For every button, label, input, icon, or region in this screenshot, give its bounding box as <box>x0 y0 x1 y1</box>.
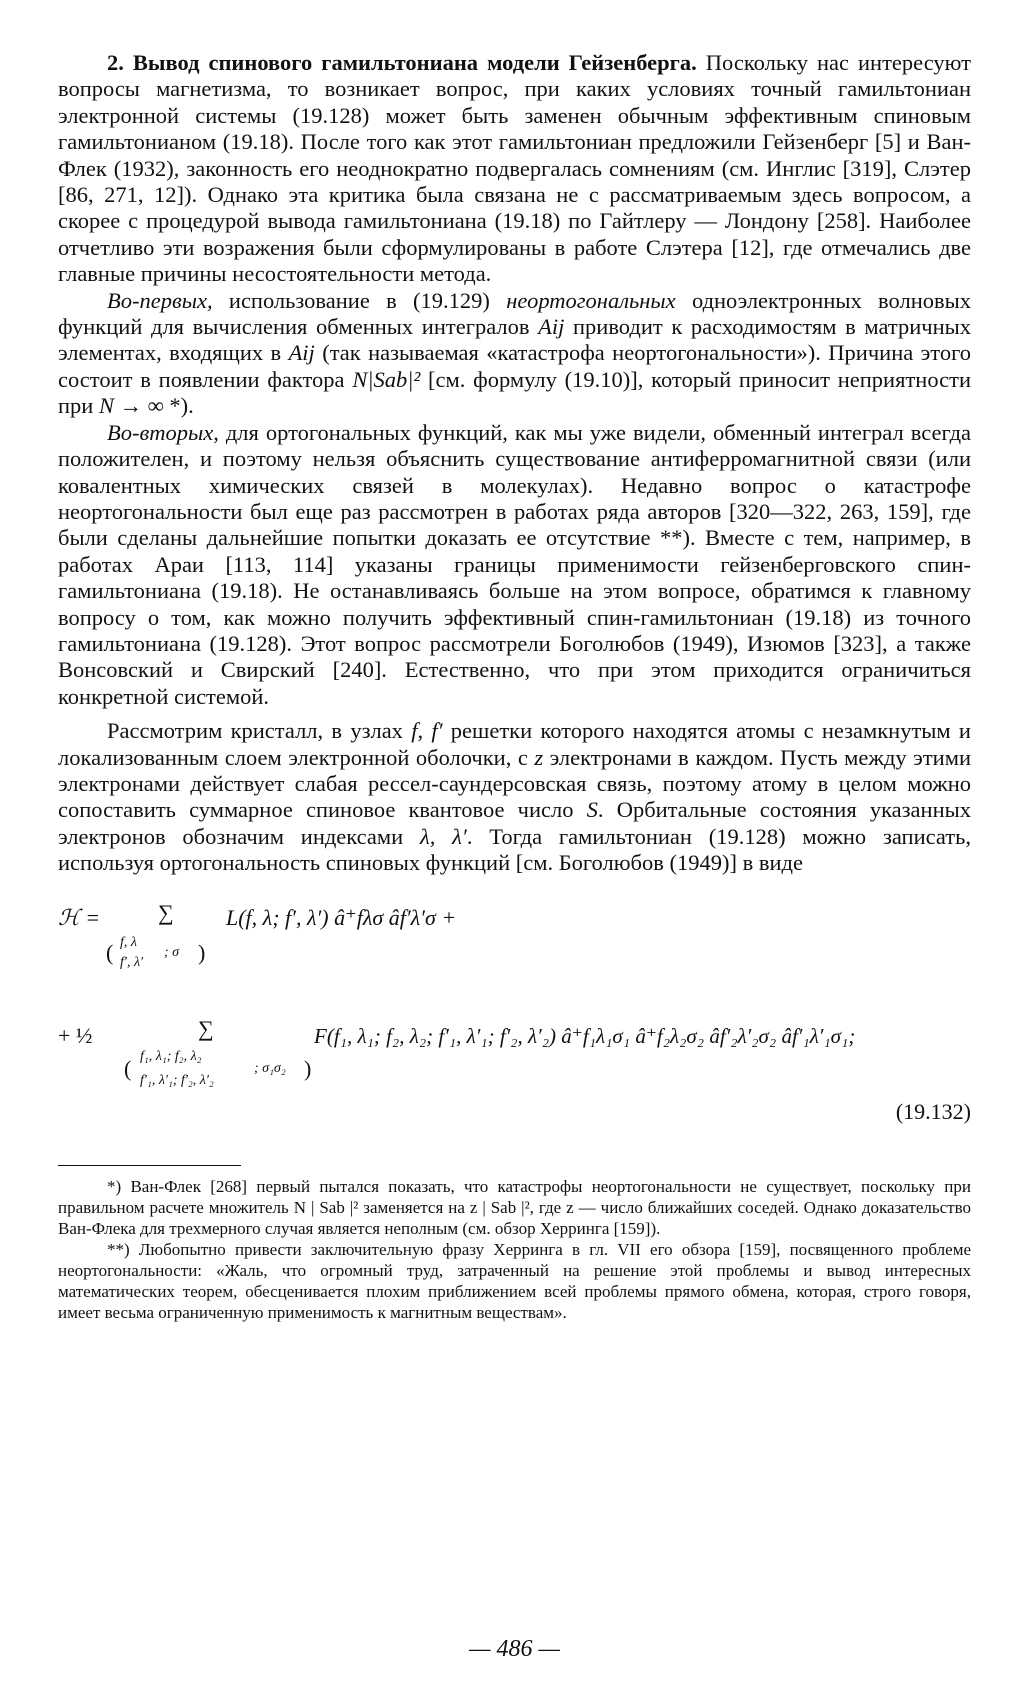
paragraph-4 <box>58 718 971 876</box>
paragraph-2-text: *). <box>163 393 194 419</box>
equation-19-132 <box>58 891 971 1123</box>
math-inline: λ, λ′ <box>420 823 467 849</box>
math-inline: N → ∞ <box>98 393 164 419</box>
paragraph-4-text: электронами в каждом. Пусть между этими электронами действует слабая рессел-саундерсовская связь, поэтому атому в целом можно сопоставить суммарное спиновое квантовое число <box>58 744 971 823</box>
footnote-1: *) Ван-Флек [268] первый пытался показать, что катастрофы неортогональности не существует, поскольку при правильном расчете множитель N | Sab |² заменяется на z | Sab |², где z — число ближайших соседей. Однако доказательство Ван-Флека для трехмерного случая является неполным (см. обзор Херринга [159]). <box>58 1176 971 1238</box>
paragraph-3 <box>58 420 971 710</box>
paragraph-4-text: . Тогда гамильтониан (19.128) можно записать, используя ортогональность спиновых функций [см. Боголюбов (1949)] в виде <box>58 823 971 876</box>
math-inline: Aij <box>288 340 315 366</box>
paragraph-1 <box>58 50 971 288</box>
sum-index-top: f, λ <box>120 934 137 950</box>
sum-index-side: ; σ₁σ₂ <box>254 1060 286 1076</box>
footnote-2: **) Любопытно привести заключительную фразу Херринга в гл. VII его обзора [159], посвященного проблеме неортогональности: «Жаль, что огромный труд, затраченный на решение этой проблемы и вывод интересных математических теорем, обесценивается плохим приближением всей проблемы прямого обмена, которая, строго говоря, имеет весьма ограниченную применимость к магнитным веществам». <box>58 1239 971 1322</box>
footnotes <box>58 1176 971 1323</box>
sum-index-top: f₁, λ₁; f₂, λ₂ <box>140 1048 202 1064</box>
equation-term-2: F(f₁, λ₁; f₂, λ₂; f′₁, λ′₁; f′₂, λ′₂) â⁺f₁λ₁σ₁ â⁺f₂λ₂σ₂ âf′₂λ′₂σ₂ âf′₁λ′₁σ₁; <box>314 1023 856 1048</box>
math-inline: S <box>586 797 598 823</box>
page-number: — 486 — <box>469 1636 560 1662</box>
section-title: 2. Вывод спинового гамильтониана модели Гейзенберга. <box>107 50 697 75</box>
math-inline: N|Sab|² <box>352 366 421 392</box>
sum-symbol: ∑ <box>158 899 174 925</box>
paragraph-2-text: приводит к расходимостям в матричных элементах, входящих в <box>58 314 971 366</box>
equation-prefix-2: + ½ <box>58 1022 93 1048</box>
paren-close: ) <box>304 1055 312 1081</box>
paragraph-2-lead: Во-первых, <box>107 287 213 313</box>
equation-lhs: ℋ = <box>58 904 101 930</box>
sum-symbol: ∑ <box>198 1015 214 1041</box>
paren-close: ) <box>198 939 206 965</box>
paragraph-2-text: использование в (19.129) <box>212 287 507 313</box>
equation-term-1: L(f, λ; f′, λ′) â⁺fλσ âf′λ′σ + <box>226 904 457 930</box>
sum-index-bottom: f′, λ′ <box>120 954 144 970</box>
sum-index-side: ; σ <box>164 944 180 960</box>
math-inline: f, f′ <box>411 718 443 744</box>
footnote-divider <box>58 1165 241 1166</box>
paragraph-1-text: Поскольку нас интересуют вопросы магнетизма, то возникает вопрос, при каких условиях точный гамильтониан электронной системы (19.128) может быть заменен обычным эффективным спиновым гамильтонианом (19.18). После того как этот гамильтониан предложили Гейзенберг [5] и Ван-Флек (1932), законность его неоднократно подвергалась сомнениям (см. Инглис [319], Слэтер [86, 271, 12]). Однако эта критика была связана не с рассматриваемым здесь вопросом, а скорее с процедурой вывода гамильтониана (19.18) по Гайтлеру — Лондону [258]. Наиболее отчетливо эти возражения были сформулированы в работе Слэтера [12], где отмечались две главные причины несостоятельности метода. <box>58 50 971 287</box>
paragraph-2-text: (так называемая «катастрофа неортогональности»). Причина этого состоит в появлении фактора <box>58 340 971 392</box>
sum-index-bottom: f′₁, λ′₁; f′₂, λ′₂ <box>140 1072 214 1088</box>
paragraph-3-text: для ортогональных функций, как мы уже видели, обменный интеграл всегда положителен, и поэтому нельзя объяснить существование антиферромагнитной связи (или ковалентных химических связей в молекулах). Недавно вопрос о катастрофе неортогональности был еще раз рассмотрен в работах ряда авторов [320—322, 263, 159], где были сделаны дальнейшие попытки доказать ее отсутствие **). Вместе с тем, например, в работах Араи [113, 114] указаны границы применимости гейзенберговского спин-гамильтониана (19.18). Не останавливаясь больше на этом вопросе, обратимся к главному вопросу о том, как можно получить эффективный спин-гамильтониан (19.18) из точного гамильтониана (19.128). Этот вопрос рассмотрели Боголюбов (1949), Изюмов [323], а также Вонсовский и Свирский [240]. Естественно, что при этом приходится ограничиться конкретной системой. <box>58 419 971 709</box>
paren-open: ( <box>106 939 114 965</box>
paragraph-3-lead: Во-вторых, <box>107 419 219 445</box>
paren-open: ( <box>124 1055 132 1081</box>
math-inline: Aij <box>538 314 565 340</box>
paragraph-2-text: одноэлектронных волновых функций для вычисления обменных интегралов <box>58 287 971 340</box>
equation-number: (19.132) <box>895 1098 971 1124</box>
paragraph-4-text: . Орбитальные состояния указанных электронов обозначим индексами <box>58 797 971 849</box>
paragraph-4-text: решетки которого находятся атомы с незамкнутым и локализованным слоем электронной оболочки, с <box>58 718 971 770</box>
paragraph-2 <box>58 288 971 420</box>
paragraph-2-emphasis: неортогональных <box>506 287 676 313</box>
paragraph-2-text: [см. формулу (19.10)], который приносит неприятности при <box>58 366 971 419</box>
math-inline: z <box>534 744 544 770</box>
page-body <box>58 50 971 1662</box>
paragraph-4-text: Рассмотрим кристалл, в узлах <box>107 718 412 744</box>
